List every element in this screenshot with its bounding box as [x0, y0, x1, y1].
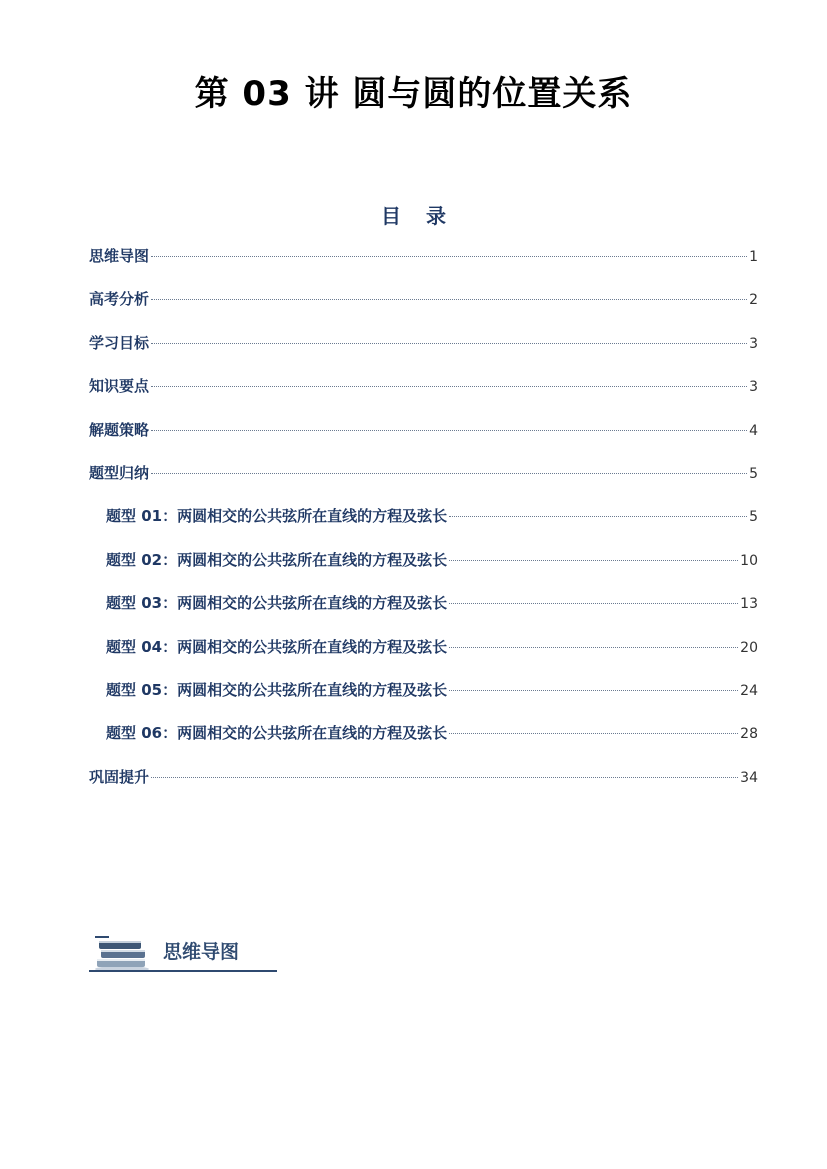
toc-entry-label: 题型 03：两圆相交的公共弦所在直线的方程及弦长 — [106, 594, 448, 613]
toc-entry-label: 知识要点 — [89, 377, 150, 396]
toc-entry-page: 4 — [749, 422, 758, 439]
toc-leader-dots — [449, 733, 738, 734]
toc-leader-dots — [151, 777, 738, 778]
toc-entry-problem-types[interactable] — [89, 458, 758, 501]
toc-entry-consolidation[interactable] — [89, 762, 758, 805]
toc-leader-dots — [151, 343, 747, 344]
toc-heading: 目 录 — [381, 204, 446, 228]
toc-leader-dots — [449, 560, 738, 561]
toc-entry-type-06[interactable] — [89, 718, 758, 761]
toc-entry-page: 10 — [740, 552, 758, 569]
toc-entry-learning-goals[interactable] — [89, 328, 758, 371]
toc-entry-page: 20 — [740, 639, 758, 656]
toc-leader-dots — [449, 690, 738, 691]
toc-entry-page: 5 — [749, 509, 758, 526]
toc-entry-page: 3 — [749, 379, 758, 396]
toc-leader-dots — [449, 516, 747, 517]
toc-entry-strategies[interactable] — [89, 415, 758, 458]
toc-entry-page: 5 — [749, 465, 758, 482]
toc-entry-label: 解题策略 — [89, 420, 150, 439]
toc-entry-type-03[interactable] — [89, 588, 758, 631]
toc-entry-page: 13 — [740, 596, 758, 613]
toc-leader-dots — [151, 256, 747, 257]
toc-entry-label: 题型 05：两圆相交的公共弦所在直线的方程及弦长 — [106, 680, 448, 699]
toc-entry-type-02[interactable] — [89, 545, 758, 588]
toc-leader-dots — [151, 473, 747, 474]
toc-entry-label: 学习目标 — [89, 333, 150, 352]
mind-map-section-banner — [89, 930, 277, 974]
toc-entry-label: 巩固提升 — [89, 767, 150, 786]
document-title: 第 03 讲 圆与圆的位置关系 — [194, 74, 633, 114]
toc-entry-type-05[interactable] — [89, 675, 758, 718]
toc-entry-label: 题型 02：两圆相交的公共弦所在直线的方程及弦长 — [106, 550, 448, 569]
table-of-contents — [89, 241, 758, 805]
toc-entry-page: 1 — [749, 249, 758, 265]
toc-entry-label: 思维导图 — [89, 247, 150, 265]
banner-title: 思维导图 — [163, 941, 240, 963]
toc-entry-page: 3 — [749, 335, 758, 352]
toc-entry-page: 34 — [740, 769, 758, 786]
toc-entry-exam-analysis[interactable] — [89, 284, 758, 327]
toc-entry-type-04[interactable] — [89, 632, 758, 675]
books-icon — [93, 932, 151, 972]
toc-entry-page: 24 — [740, 682, 758, 699]
toc-leader-dots — [151, 386, 747, 387]
toc-entry-type-01[interactable] — [89, 501, 758, 544]
toc-leader-dots — [449, 647, 738, 648]
toc-entry-page: 2 — [749, 292, 758, 309]
toc-leader-dots — [151, 430, 747, 431]
toc-leader-dots — [151, 299, 747, 300]
toc-entry-label: 题型归纳 — [89, 463, 150, 482]
toc-entry-label: 题型 06：两圆相交的公共弦所在直线的方程及弦长 — [106, 724, 448, 743]
toc-entry-key-points[interactable] — [89, 371, 758, 414]
banner-underline — [89, 970, 277, 972]
toc-leader-dots — [449, 603, 738, 604]
toc-entry-label: 题型 04：两圆相交的公共弦所在直线的方程及弦长 — [106, 637, 448, 656]
toc-entry-label: 题型 01：两圆相交的公共弦所在直线的方程及弦长 — [106, 507, 448, 526]
toc-entry-mind-map[interactable] — [89, 241, 758, 284]
toc-entry-page: 28 — [740, 726, 758, 743]
toc-entry-label: 高考分析 — [89, 290, 150, 309]
